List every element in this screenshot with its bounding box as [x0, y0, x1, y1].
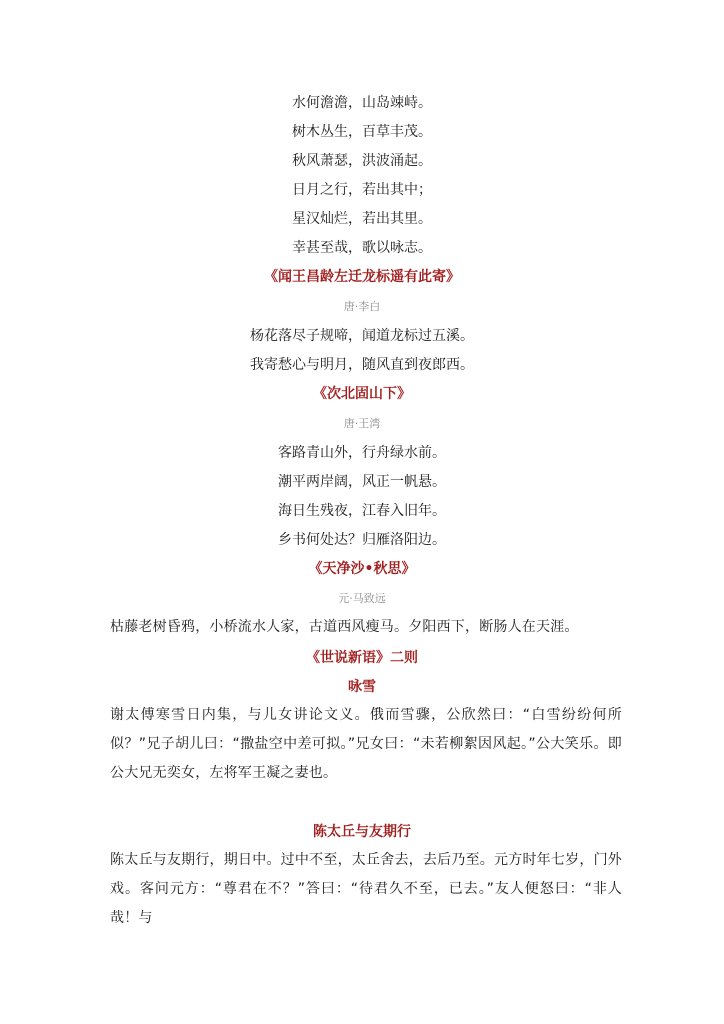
- poem-line: 水何澹澹，山岛竦峙。: [292, 95, 432, 111]
- poem-line: 星汉灿烂，若出其里。: [292, 211, 432, 227]
- poem-line: 乡书何处达？归雁洛阳边。: [278, 532, 446, 548]
- section-title: 陈太丘与友期行: [313, 824, 411, 840]
- poem-author: 唐·李白: [343, 300, 381, 313]
- poem-line: 杨花落尽子规啼，闻道龙标过五溪。: [250, 328, 474, 344]
- poem-author: 元·马致远: [338, 592, 386, 605]
- section-text: 谢太傅寒雪日内集，与儿女讲论文义。俄而雪骤，公欣然曰：“白雪纷纷何所似？”兄子胡儿曰：“撒盐空中差可拟。”兄女曰：“未若柳絮因风起。”公大笑乐。即公大兄无奕女，左将军王凝之妻也。: [110, 707, 622, 781]
- poem-title: 《次北固山下》: [313, 386, 411, 402]
- section-text: 陈太丘与友期行，期日中。过中不至，太丘舍去，去后乃至。元方时年七岁，门外戏。客问元方：“尊君在不？”答曰：“待君久不至，已去。”友人便怒曰：“非人哉！与: [110, 852, 622, 926]
- poem-title: 《天净沙•秋思》: [308, 561, 416, 577]
- poem-title: 《闻王昌龄左迁龙标遥有此寄》: [264, 269, 460, 285]
- poem-line: 客路青山外，行舟绿水前。: [278, 445, 446, 461]
- poem-line: 我寄愁心与明月，随风直到夜郎西。: [250, 357, 474, 373]
- poem-author: 唐·王湾: [343, 417, 381, 430]
- poem-text: 枯藤老树昏鸦，小桥流水人家，古道西风瘦马。夕阳西下，断肠人在天涯。: [110, 619, 579, 635]
- poem-line: 幸甚至哉，歌以咏志。: [292, 240, 432, 256]
- poem-line: 日月之行，若出其中；: [292, 182, 432, 198]
- poem-line: 海日生残夜，江春入旧年。: [278, 503, 446, 519]
- section-title: 咏雪: [348, 679, 376, 695]
- prose-title: 《世说新语》二则: [306, 650, 418, 666]
- poem-line: 树木丛生，百草丰茂。: [292, 124, 432, 140]
- poem-line: 秋风萧瑟，洪波涌起。: [292, 153, 432, 169]
- poem-line: 潮平两岸阔，风正一帆悬。: [278, 474, 446, 490]
